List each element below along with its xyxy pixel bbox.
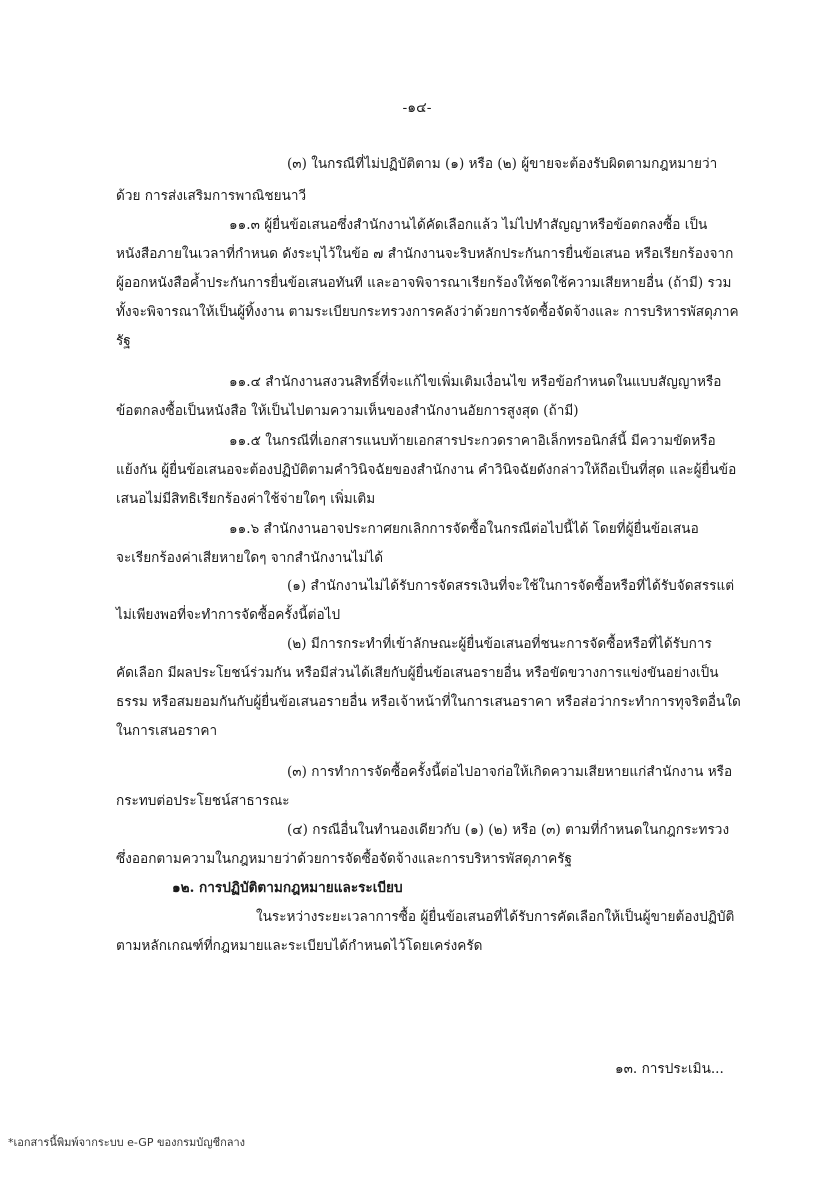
paragraph-line: ไม่เพียงพอที่จะทำการจัดซื้อครั้งนี้ต่อไป <box>116 607 341 623</box>
paragraph-line: ทั้งจะพิจารณาให้เป็นผู้ทิ้งงาน ตามระเบียบกระทรวงการคลังว่าด้วยการจัดซื้อจัดจ้างและ การบริหารพัสดุภาค <box>116 304 739 320</box>
paragraph-line: ๑๑.๔ สำนักงานสงวนสิทธิ์ที่จะแก้ไขเพิ่มเติมเงื่อนไข หรือข้อกำหนดในแบบสัญญาหรือ <box>229 374 722 390</box>
footer-note: *เอกสารนี้พิมพ์จากระบบ e-GP ของกรมบัญชีกลาง <box>8 1136 246 1149</box>
paragraph-line: (๑) สำนักงานไม่ได้รับการจัดสรรเงินที่จะใช้ในการจัดซื้อหรือที่ได้รับจัดสรรแต่ <box>287 578 735 594</box>
paragraph-line: ข้อตกลงซื้อเป็นหนังสือ ให้เป็นไปตามความเห็นของสำนักงานอัยการสูงสุด (ถ้ามี) <box>116 403 579 419</box>
paragraph-line: ผู้ออกหนังสือค้ำประกันการยื่นข้อเสนอทันที และอาจพิจารณาเรียกร้องให้ชดใช้ความเสียหายอื่น (ถ้ามี) รวม <box>116 275 732 291</box>
paragraph-line: หนังสือภายในเวลาที่กำหนด ดังระบุไว้ในข้อ ๗ สำนักงานจะริบหลักประกันการยื่นข้อเสนอ หรือเรียกร้องจาก <box>116 246 734 262</box>
paragraph-line: ธรรม หรือสมยอมกันกับผู้ยื่นข้อเสนอรายอื่น หรือเจ้าหน้าที่ในการเสนอราคา หรือส่อว่ากระทำการทุจริตอื่นใด <box>116 694 741 710</box>
paragraph-line: (๔) กรณีอื่นในทำนองเดียวกับ (๑) (๒) หรือ (๓) ตามที่กำหนดในกฎกระทรวง <box>287 822 730 838</box>
paragraph-line: กระทบต่อประโยชน์สาธารณะ <box>116 793 290 809</box>
paragraph-line: ด้วย การส่งเสริมการพาณิชยนาวี <box>116 188 307 204</box>
paragraph-line: รัฐ <box>116 333 131 349</box>
paragraph-line: ซึ่งออกตามความในกฎหมายว่าด้วยการจัดซื้อจัดจ้างและการบริหารพัสดุภาครัฐ <box>116 851 573 867</box>
continuation-note: ๑๓. การประเมิน... <box>615 1061 724 1077</box>
section-heading: ๑๒. การปฏิบัติตามกฎหมายและระเบียบ <box>172 880 403 896</box>
paragraph-line: ๑๑.๓ ผู้ยื่นข้อเสนอซึ่งสำนักงานได้คัดเลือกแล้ว ไม่ไปทำสัญญาหรือข้อตกลงซื้อ เป็น <box>229 217 708 233</box>
paragraph-line: ตามหลักเกณฑ์ที่กฎหมายและระเบียบได้กำหนดไว้โดยเคร่งครัด <box>116 938 483 954</box>
paragraph-line: จะเรียกร้องค่าเสียหายใดๆ จากสำนักงานไม่ได้ <box>116 550 384 566</box>
paragraph-line: (๓) ในกรณีที่ไม่ปฏิบัติตาม (๑) หรือ (๒) ผู้ขายจะต้องรับผิดตามกฎหมายว่า <box>287 156 718 172</box>
paragraph-line: ๑๑.๖ สำนักงานอาจประกาศยกเลิกการจัดซื้อในกรณีต่อไปนี้ได้ โดยที่ผู้ยื่นข้อเสนอ <box>229 521 699 537</box>
paragraph-line: แย้งกัน ผู้ยื่นข้อเสนอจะต้องปฏิบัติตามคำวินิจฉัยของสำนักงาน คำวินิจฉัยดังกล่าวให้ถือเป็นที่สุด และผู้ยื่นข้อ <box>116 462 737 478</box>
paragraph-line: เสนอไม่มีสิทธิเรียกร้องค่าใช้จ่ายใดๆ เพิ่มเติม <box>116 491 376 507</box>
paragraph-line: (๒) มีการกระทำที่เข้าลักษณะผู้ยื่นข้อเสนอที่ชนะการจัดซื้อหรือที่ได้รับการ <box>287 636 712 652</box>
page-number: -๑๔- <box>402 100 432 116</box>
paragraph-line: (๓) การทำการจัดซื้อครั้งนี้ต่อไปอาจก่อให้เกิดความเสียหายแก่สำนักงาน หรือ <box>287 764 733 780</box>
paragraph-line: ๑๑.๕ ในกรณีที่เอกสารแนบท้ายเอกสารประกวดราคาอิเล็กทรอนิกส์นี้ มีความขัดหรือ <box>229 433 716 449</box>
paragraph-line: คัดเลือก มีผลประโยชน์ร่วมกัน หรือมีส่วนได้เสียกับผู้ยื่นข้อเสนอรายอื่น หรือขัดขวางการแข่งขันอย่างเป็น <box>116 665 719 681</box>
paragraph-line: ในระหว่างระยะเวลาการซื้อ ผู้ยื่นข้อเสนอที่ได้รับการคัดเลือกให้เป็นผู้ขายต้องปฏิบัติ <box>256 909 735 925</box>
paragraph-line: ในการเสนอราคา <box>116 723 218 739</box>
